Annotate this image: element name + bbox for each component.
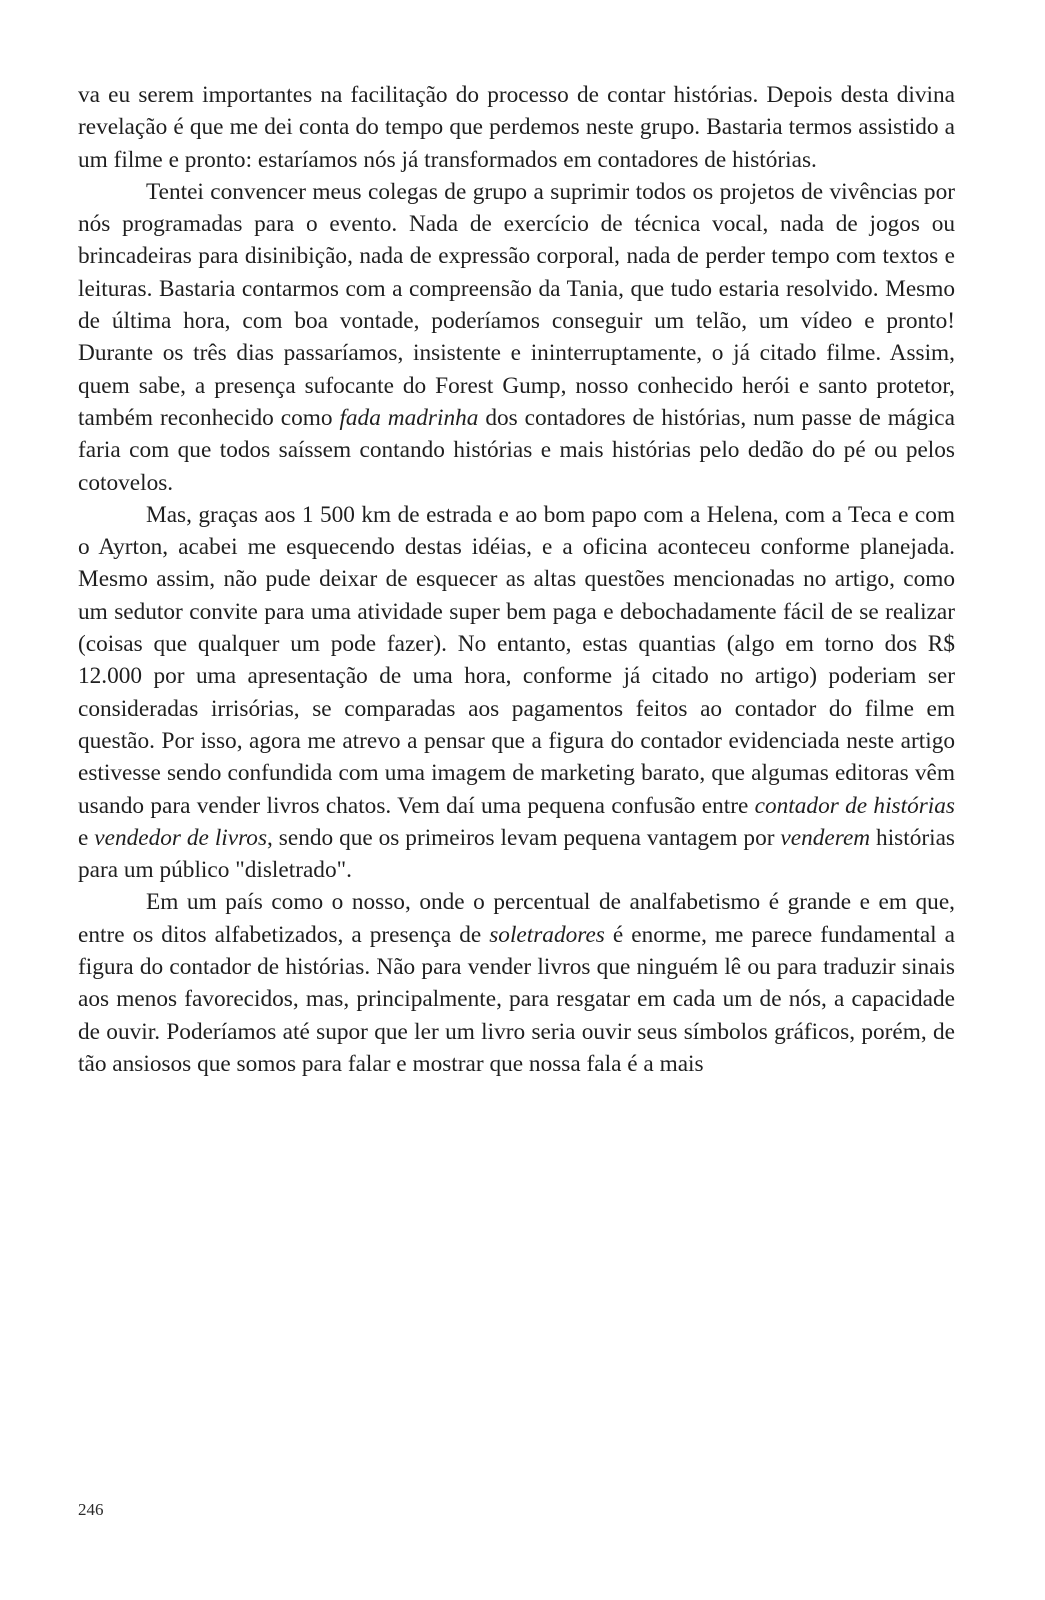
paragraph bbox=[78, 79, 955, 176]
italic-text: vendedor de livros bbox=[94, 824, 268, 851]
text-segment: e bbox=[78, 824, 95, 851]
text-segment: é enorme, me parece fundamental a figura do contador de histórias. Não para vender livros que ninguém lê ou para traduzir sinais aos menos favorecidos, mas, principalmente, para resgatar em cada um de nós, a capacidade de ouvir. Poderíamos até supor que ler um livro seria ouvir seus símbolos gráficos, porém, de tão ansiosos que somos para falar e mostrar que nossa fala é a mais bbox=[78, 921, 955, 1077]
italic-text: soletradores bbox=[489, 921, 605, 948]
text-segment: Em um país como o nosso, onde o percentual de analfabetismo é grande e em que, entre os ditos alfabetizados, a presença de bbox=[78, 889, 955, 948]
text-segment: Mas, graças aos 1 500 km de estrada e ao bom papo com a Helena, com a Teca e com o Ayrton, acabei me esquecendo destas idéias, e a oficina aconteceu conforme planejada. Mesmo assim, não pude deixar de esquecer as altas questões mencionadas no artigo, como um sedutor convite para uma atividade super bem paga e debochadamente fácil de se realizar (coisas que qualquer um pode fazer). No entanto, estas quantias (algo em torno dos R$ 12.000 por uma apresentação de uma hora, conforme já citado no artigo) poderiam ser consideradas irrisórias, se comparadas aos pagamentos feitos ao contador do filme em questão. Por isso, agora me atrevo a pensar que a figura do contador evidenciada neste artigo estivesse sendo confundida com uma imagem de marketing barato, que algumas editoras vêm usando para vender livros chatos. Vem daí uma pequena confusão entre bbox=[78, 501, 955, 819]
paragraph bbox=[78, 176, 955, 499]
paragraph bbox=[78, 886, 955, 1080]
paragraph bbox=[78, 499, 955, 887]
body-text bbox=[78, 79, 955, 1080]
italic-text: contador de histórias bbox=[754, 792, 955, 819]
text-segment: dos contadores de histórias, num passe de mágica faria com que todos saíssem contando histórias e mais histórias pelo dedão do pé ou pelos cotovelos. bbox=[78, 404, 955, 496]
text-segment: va eu serem importantes na facilitação do processo de contar histórias. Depois desta divina revelação é que me dei conta do tempo que perdemos neste grupo. Bastaria termos assistido a um filme e pronto: estaríamos nós já transformados em contadores de histórias. bbox=[78, 82, 955, 173]
page-number: 246 bbox=[78, 1500, 104, 1519]
text-segment: Tentei convencer meus colegas de grupo a suprimir todos os projetos de vivências por nós programadas para o evento. Nada de exercício de técnica vocal, nada de jogos ou brincadeiras para disinibição, nada de expressão corporal, nada de perder tempo com textos e leituras. Bastaria contarmos com a compreensão da Tania, que tudo estaria resolvido. Mesmo de última hora, com boa vontade, poderíamos conseguir um telão, um vídeo e pronto! Durante os três dias passaríamos, insistente e ininterruptamente, o já citado filme. Assim, quem sabe, a presença sufocante do Forest Gump, nosso conhecido herói e santo protetor, também reconhecido como bbox=[78, 178, 955, 431]
italic-text: venderem bbox=[780, 824, 871, 851]
text-segment: , sendo que os primeiros levam pequena vantagem por bbox=[267, 824, 781, 851]
italic-text: fada madrinha bbox=[339, 404, 479, 431]
text-segment: histórias para um público "disletrado". bbox=[78, 824, 955, 884]
